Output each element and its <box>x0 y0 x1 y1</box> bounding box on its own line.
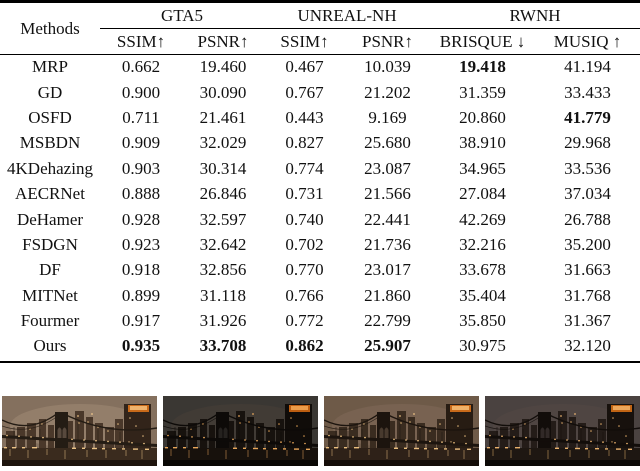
metric-value: 0.702 <box>285 234 324 254</box>
metric-value: 0.918 <box>121 260 161 280</box>
metric-value: 0.909 <box>121 133 161 153</box>
metric-value: 23.017 <box>364 260 411 280</box>
metric-value: 25.907 <box>364 336 411 356</box>
metric-header-ssim-gta5: SSIM↑ <box>100 29 182 55</box>
table-row <box>0 258 640 283</box>
method-name: OSFD <box>28 107 72 127</box>
metric-value: 0.827 <box>285 133 324 153</box>
metric-value: 20.860 <box>459 107 506 127</box>
metric-value: 0.770 <box>285 260 324 280</box>
bridge-photo-1 <box>2 396 157 466</box>
metric-value: 31.768 <box>564 285 611 305</box>
metric-value: 41.194 <box>564 57 611 77</box>
table-row <box>0 308 640 333</box>
table-row <box>0 80 640 105</box>
metric-header-musiq: MUSIQ ↑ <box>535 29 640 55</box>
metric-value: 21.860 <box>364 285 411 305</box>
metric-header-psnr-gta5: PSNR↑ <box>182 29 264 55</box>
metric-value: 33.708 <box>199 336 247 356</box>
metric-value: 19.418 <box>459 57 506 77</box>
metric-value: 33.678 <box>459 260 506 280</box>
metric-value: 0.766 <box>285 285 324 305</box>
metric-value: 0.711 <box>122 107 160 127</box>
method-name: DeHamer <box>16 209 84 229</box>
metric-value: 22.799 <box>364 311 411 331</box>
metric-value: 31.367 <box>564 311 611 331</box>
method-name: AECRNet <box>15 184 85 204</box>
method-name: 4KDehazing <box>7 158 93 178</box>
metric-value: 32.029 <box>199 133 247 153</box>
metric-value: 21.736 <box>364 234 411 254</box>
metric-value: 35.850 <box>459 311 506 331</box>
metric-value: 0.899 <box>121 285 161 305</box>
methods-column-header: Methods <box>0 2 100 55</box>
metric-value: 37.034 <box>564 184 611 204</box>
metric-value: 26.846 <box>199 184 247 204</box>
metric-value: 0.767 <box>285 82 324 102</box>
metric-value: 33.536 <box>564 158 611 178</box>
metric-value: 0.774 <box>285 158 324 178</box>
metric-header-ssim-unreal: SSIM↑ <box>264 29 345 55</box>
bridge-photo-2 <box>163 396 318 466</box>
table-row <box>0 334 640 359</box>
method-name: DF <box>39 260 61 280</box>
table-row <box>0 55 640 80</box>
metric-value: 42.269 <box>459 209 506 229</box>
metric-value: 10.039 <box>364 57 411 77</box>
metric-value: 21.566 <box>364 184 411 204</box>
metric-value: 0.662 <box>121 57 161 77</box>
metric-value: 32.216 <box>459 234 506 254</box>
table-row <box>0 105 640 130</box>
table-bottom-double-rule <box>0 361 640 363</box>
table-row <box>0 181 640 206</box>
method-name: GD <box>37 82 63 102</box>
metric-value: 35.200 <box>564 234 611 254</box>
bridge-photo-4 <box>485 396 640 466</box>
metric-value: 33.433 <box>564 82 611 102</box>
group-header-gta5: GTA5 <box>100 2 264 29</box>
metric-value: 27.084 <box>459 184 506 204</box>
metric-value: 32.597 <box>199 209 247 229</box>
metric-value: 0.740 <box>285 209 324 229</box>
metric-value: 0.903 <box>121 158 161 178</box>
table-row <box>0 156 640 181</box>
metric-value: 31.926 <box>199 311 247 331</box>
metric-value: 38.910 <box>459 133 506 153</box>
method-name: Fourmer <box>20 311 80 331</box>
metric-value: 34.965 <box>459 158 506 178</box>
metric-header-brisque: BRISQUE ↓ <box>430 29 535 55</box>
table-row <box>0 207 640 232</box>
metric-value: 31.118 <box>199 285 247 305</box>
metric-value: 30.314 <box>199 158 247 178</box>
metric-value: 31.663 <box>564 260 611 280</box>
metric-value: 21.202 <box>364 82 411 102</box>
metric-value: 30.090 <box>199 82 247 102</box>
metric-value: 0.888 <box>121 184 161 204</box>
metric-value: 0.862 <box>285 336 324 356</box>
metric-value: 32.120 <box>564 336 611 356</box>
metric-value: 19.460 <box>199 57 247 77</box>
metric-value: 0.772 <box>285 311 324 331</box>
metric-value: 0.467 <box>285 57 324 77</box>
metric-value: 31.359 <box>459 82 506 102</box>
table-row <box>0 283 640 308</box>
metric-value: 0.928 <box>121 209 161 229</box>
table-body <box>0 55 640 360</box>
metric-value: 22.441 <box>364 209 411 229</box>
group-header-rwnh: RWNH <box>430 2 640 29</box>
method-name: FSDGN <box>22 234 78 254</box>
metric-value: 0.917 <box>121 311 161 331</box>
qualitative-results-gallery <box>0 396 640 466</box>
bridge-photo-3 <box>324 396 479 466</box>
metric-value: 9.169 <box>368 107 407 127</box>
metric-value: 23.087 <box>364 158 411 178</box>
table-row <box>0 131 640 156</box>
metric-value: 0.900 <box>121 82 161 102</box>
table-row <box>0 232 640 257</box>
group-header-unreal-nh: UNREAL-NH <box>264 2 430 29</box>
metric-value: 32.856 <box>199 260 247 280</box>
metric-value: 0.923 <box>121 234 161 254</box>
metric-value: 29.968 <box>564 133 611 153</box>
metric-value: 26.788 <box>564 209 611 229</box>
method-name: Ours <box>33 336 67 356</box>
metric-value: 25.680 <box>364 133 411 153</box>
metric-value: 32.642 <box>199 234 247 254</box>
metric-value: 21.461 <box>199 107 247 127</box>
header-group-row <box>0 2 640 29</box>
method-name: MSBDN <box>19 133 81 153</box>
metric-value: 41.779 <box>564 107 611 127</box>
metric-value: 0.935 <box>121 336 161 356</box>
method-name: MITNet <box>22 285 78 305</box>
metric-value: 30.975 <box>459 336 506 356</box>
metric-value: 35.404 <box>459 285 506 305</box>
metric-value: 0.731 <box>285 184 324 204</box>
metric-header-psnr-unreal: PSNR↑ <box>345 29 430 55</box>
metric-value: 0.443 <box>285 107 324 127</box>
method-name: MRP <box>32 57 68 77</box>
